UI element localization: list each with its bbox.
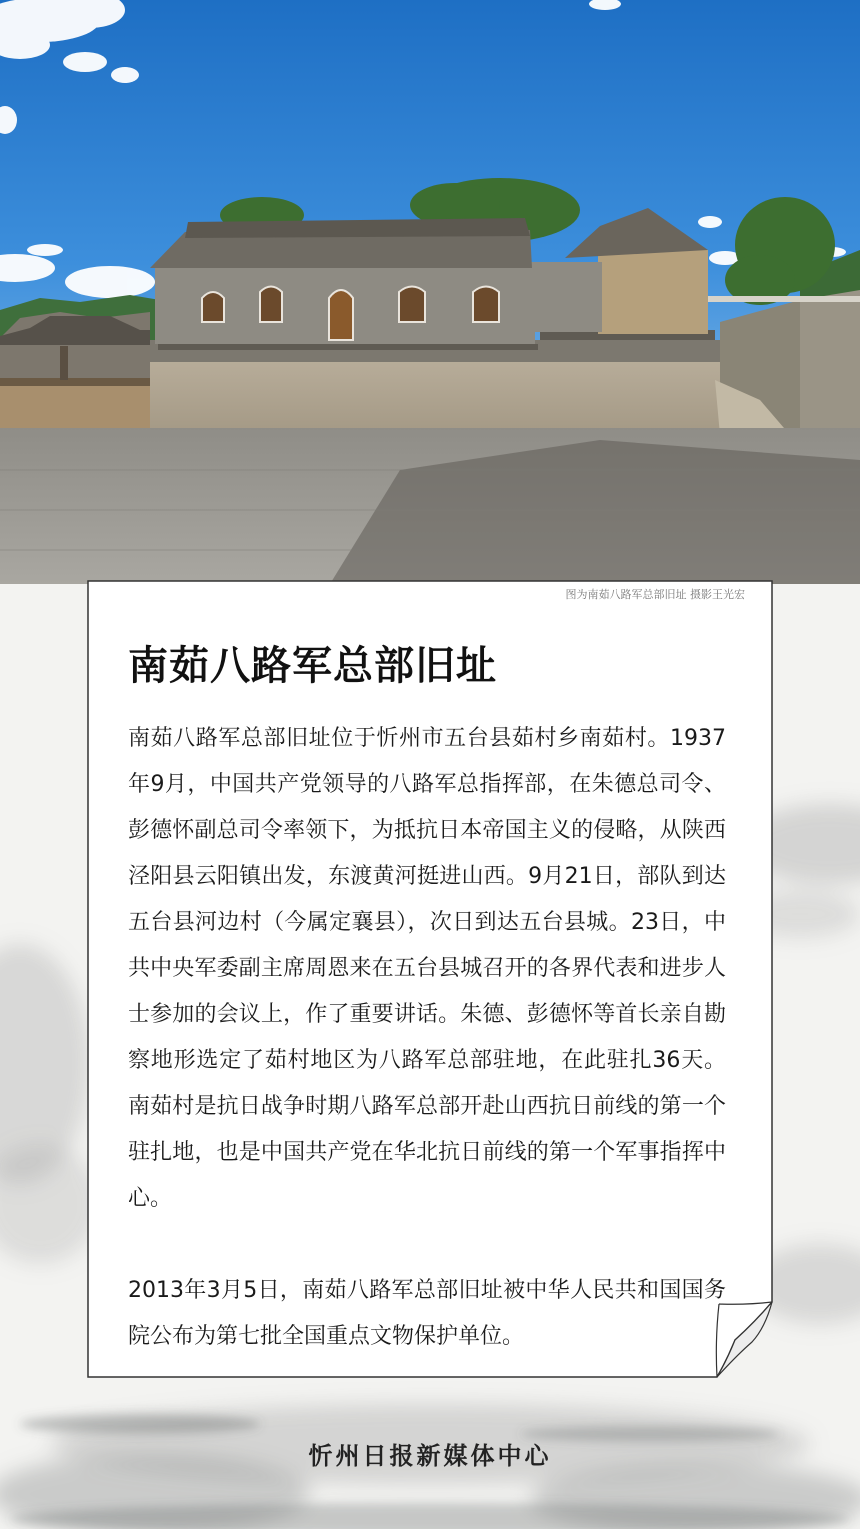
article-paragraph: 南茹八路军总部旧址位于忻州市五台县茹村乡南茹村。1937年9月，中国共产党领导的八路军总指挥部，在朱德总司令、彭德怀副总司令率领下，为抵抗日本帝国主义的侵略，从陕西泾阳县云阳镇出发，东渡黄河挺进山西。9月21日，部队到达五台县河边村（今属定襄县），次日到达五台县城。23日，中共中央军委副主席周恩来在五台县城召开的各界代表和进步人士参加的会议上，作了重要讲话。朱德、彭德怀等首长亲自勘察地形选定了茹村地区为八路军总部驻地，在此驻扎36天。南茹村是抗日战争时期八路军总部开赴山西抗日前线的第一个驻扎地，也是中国共产党在华北抗日前线的第一个军事指挥中心。 <box>128 726 726 1211</box>
header-photo <box>0 0 860 584</box>
article-card <box>87 580 773 1378</box>
article-body <box>128 716 726 1360</box>
headquarters-building-photo <box>0 0 860 584</box>
photo-caption: 图为南茹八路军总部旧址 摄影王光宏 <box>565 588 745 601</box>
publisher-footer: 忻州日报新媒体中心 <box>308 1442 552 1470</box>
article-paragraph: 2013年3月5日，南茹八路军总部旧址被中华人民共和国国务院公布为第七批全国重点文物保护单位。 <box>128 1278 726 1349</box>
article-title: 南茹八路军总部旧址 <box>128 643 497 689</box>
